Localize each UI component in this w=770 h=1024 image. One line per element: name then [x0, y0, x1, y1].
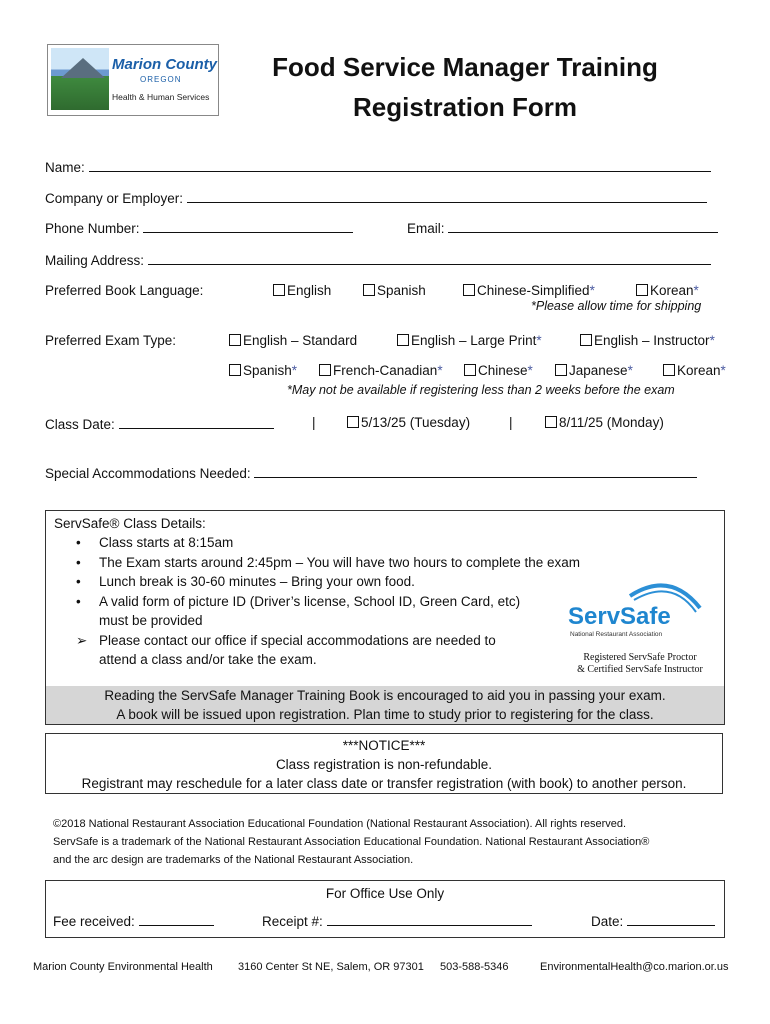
- accommodations-label: Special Accommodations Needed:: [45, 466, 251, 481]
- email-line[interactable]: [448, 219, 718, 233]
- company-label: Company or Employer:: [45, 191, 184, 206]
- list-item: • The Exam starts around 2:45pm – You will have two hours to complete the exam: [46, 553, 724, 573]
- name-line[interactable]: [89, 158, 711, 172]
- receipt-line[interactable]: [327, 912, 532, 926]
- email-label: Email:: [407, 221, 445, 236]
- reading-note: Reading the ServSafe Manager Training Book is encouraged to aid you in passing your exam. A book will be issued upon registration. Plan time to study prior to registering for the class.: [45, 686, 725, 725]
- book-option-chinese[interactable]: Chinese-Simplified*: [463, 283, 595, 298]
- list-item: • Class starts at 8:15am: [46, 533, 724, 553]
- company-line[interactable]: [187, 189, 707, 203]
- servsafe-arc-icon: [560, 578, 720, 644]
- footer-org: Marion County Environmental Health: [33, 961, 213, 973]
- bullet-icon: •: [76, 593, 81, 609]
- accommodations-line[interactable]: [254, 464, 697, 478]
- footer-email: EnvironmentalHealth@co.marion.or.us: [540, 961, 729, 973]
- proctor-line2: & Certified ServSafe Instructor: [577, 664, 703, 675]
- bullet-icon: •: [76, 554, 81, 570]
- class-date-option1[interactable]: 5/13/25 (Tuesday): [347, 415, 470, 430]
- checkbox-icon[interactable]: [663, 364, 675, 376]
- date-line[interactable]: [627, 912, 715, 926]
- exam-option-english-large-print[interactable]: English – Large Print*: [397, 333, 542, 348]
- exam-type-label: Preferred Exam Type:: [45, 333, 177, 348]
- bullet-icon: •: [76, 535, 81, 550]
- footer-phone: 503-588-5346: [440, 961, 509, 973]
- logo-line2: OREGON: [140, 75, 182, 84]
- name-field[interactable]: [45, 158, 725, 175]
- exam-option-english-instructor[interactable]: English – Instructor*: [580, 333, 715, 348]
- mailing-line[interactable]: [148, 251, 711, 265]
- mailing-field[interactable]: [45, 251, 725, 268]
- checkbox-icon[interactable]: [273, 284, 285, 296]
- logo-line3: Health & Human Services: [112, 92, 210, 102]
- name-label: Name:: [45, 160, 85, 175]
- copyright-text: ©2018 National Restaurant Association Educational Foundation (National Restaurant Association). All rights reserved. ServSafe is a trademark of the National Restaurant Association Educational Foundation. National Restaurant Association® and the arc design are trademarks of the National Restaurant Association.: [53, 818, 650, 866]
- office-heading: For Office Use Only: [325, 886, 445, 901]
- checkbox-icon[interactable]: [545, 416, 557, 428]
- footer-address: 3160 Center St NE, Salem, OR 97301: [238, 961, 424, 973]
- receipt-field[interactable]: Receipt #:: [262, 912, 532, 929]
- exam-option-japanese[interactable]: Japanese*: [555, 363, 633, 378]
- list-item: • A valid form of picture ID (Driver’s license, School ID, Green Card, etc) must be provided: [76, 593, 521, 628]
- class-date-separator: |: [312, 415, 316, 430]
- accommodations-field[interactable]: [45, 464, 725, 481]
- checkbox-icon[interactable]: [636, 284, 648, 296]
- notice-line2: Registrant may reschedule for a later class date or transfer registration (with book) to another person.: [81, 776, 687, 791]
- marion-county-logo: [47, 44, 219, 116]
- logo-line1: Marion County: [112, 56, 217, 73]
- notice-line1: Class registration is non-refundable.: [275, 757, 493, 772]
- exam-option-korean[interactable]: Korean*: [663, 363, 726, 378]
- checkbox-icon[interactable]: [319, 364, 331, 376]
- checkbox-icon[interactable]: [464, 364, 476, 376]
- landscape-icon: [51, 48, 109, 110]
- class-details-heading: ServSafe® Class Details:: [54, 516, 206, 531]
- fee-line[interactable]: [139, 912, 214, 926]
- book-option-korean[interactable]: Korean*: [636, 283, 699, 298]
- servsafe-sub: National Restaurant Association: [570, 631, 663, 638]
- fee-field[interactable]: Fee received:: [53, 912, 214, 929]
- class-date-field[interactable]: [45, 415, 274, 432]
- email-field[interactable]: [407, 219, 727, 236]
- servsafe-logo: [560, 578, 720, 678]
- exam-option-french-canadian[interactable]: French-Canadian*: [319, 363, 443, 378]
- checkbox-icon[interactable]: [463, 284, 475, 296]
- page-title-line2: Registration Form: [353, 92, 577, 122]
- class-date-label: Class Date:: [45, 417, 115, 432]
- page-title-line1: Food Service Manager Training: [272, 52, 658, 82]
- checkbox-icon[interactable]: [397, 334, 409, 346]
- list-item: ➢ Please contact our office if special accommodations are needed to attend a class and/or take the exam.: [76, 632, 496, 667]
- servsafe-wordmark: ServSafe: [568, 603, 671, 630]
- proctor-line1: Registered ServSafe Proctor: [583, 652, 697, 663]
- exam-option-spanish[interactable]: Spanish*: [229, 363, 297, 378]
- arrow-bullet-icon: ➢: [76, 632, 88, 648]
- exam-type-note: *May not be available if registering less than 2 weeks before the exam: [287, 383, 675, 397]
- list-item: • Lunch break is 30-60 minutes – Bring your own food.: [46, 572, 724, 592]
- checkbox-icon[interactable]: [363, 284, 375, 296]
- office-use-box: [45, 880, 725, 938]
- checkbox-icon[interactable]: [347, 416, 359, 428]
- date-field[interactable]: Date:: [591, 912, 715, 929]
- mailing-label: Mailing Address:: [45, 253, 145, 268]
- phone-label: Phone Number:: [45, 221, 140, 236]
- checkbox-icon[interactable]: [580, 334, 592, 346]
- checkbox-icon[interactable]: [229, 364, 241, 376]
- checkbox-icon[interactable]: [555, 364, 567, 376]
- class-date-option2[interactable]: 8/11/25 (Monday): [545, 415, 664, 430]
- phone-line[interactable]: [143, 219, 353, 233]
- class-date-line[interactable]: [119, 415, 274, 429]
- book-language-note: *Please allow time for shipping: [531, 299, 702, 313]
- company-field[interactable]: [45, 189, 725, 206]
- bullet-icon: •: [76, 574, 81, 589]
- exam-option-chinese[interactable]: Chinese*: [464, 363, 533, 378]
- book-language-label: Preferred Book Language:: [45, 283, 204, 298]
- notice-heading: ***NOTICE***: [342, 738, 426, 753]
- book-option-spanish[interactable]: Spanish: [363, 283, 426, 298]
- checkbox-icon[interactable]: [229, 334, 241, 346]
- book-option-english[interactable]: English: [273, 283, 331, 298]
- class-date-separator: |: [509, 415, 513, 430]
- exam-option-english-standard[interactable]: English – Standard: [229, 333, 357, 348]
- notice-box: [45, 733, 723, 794]
